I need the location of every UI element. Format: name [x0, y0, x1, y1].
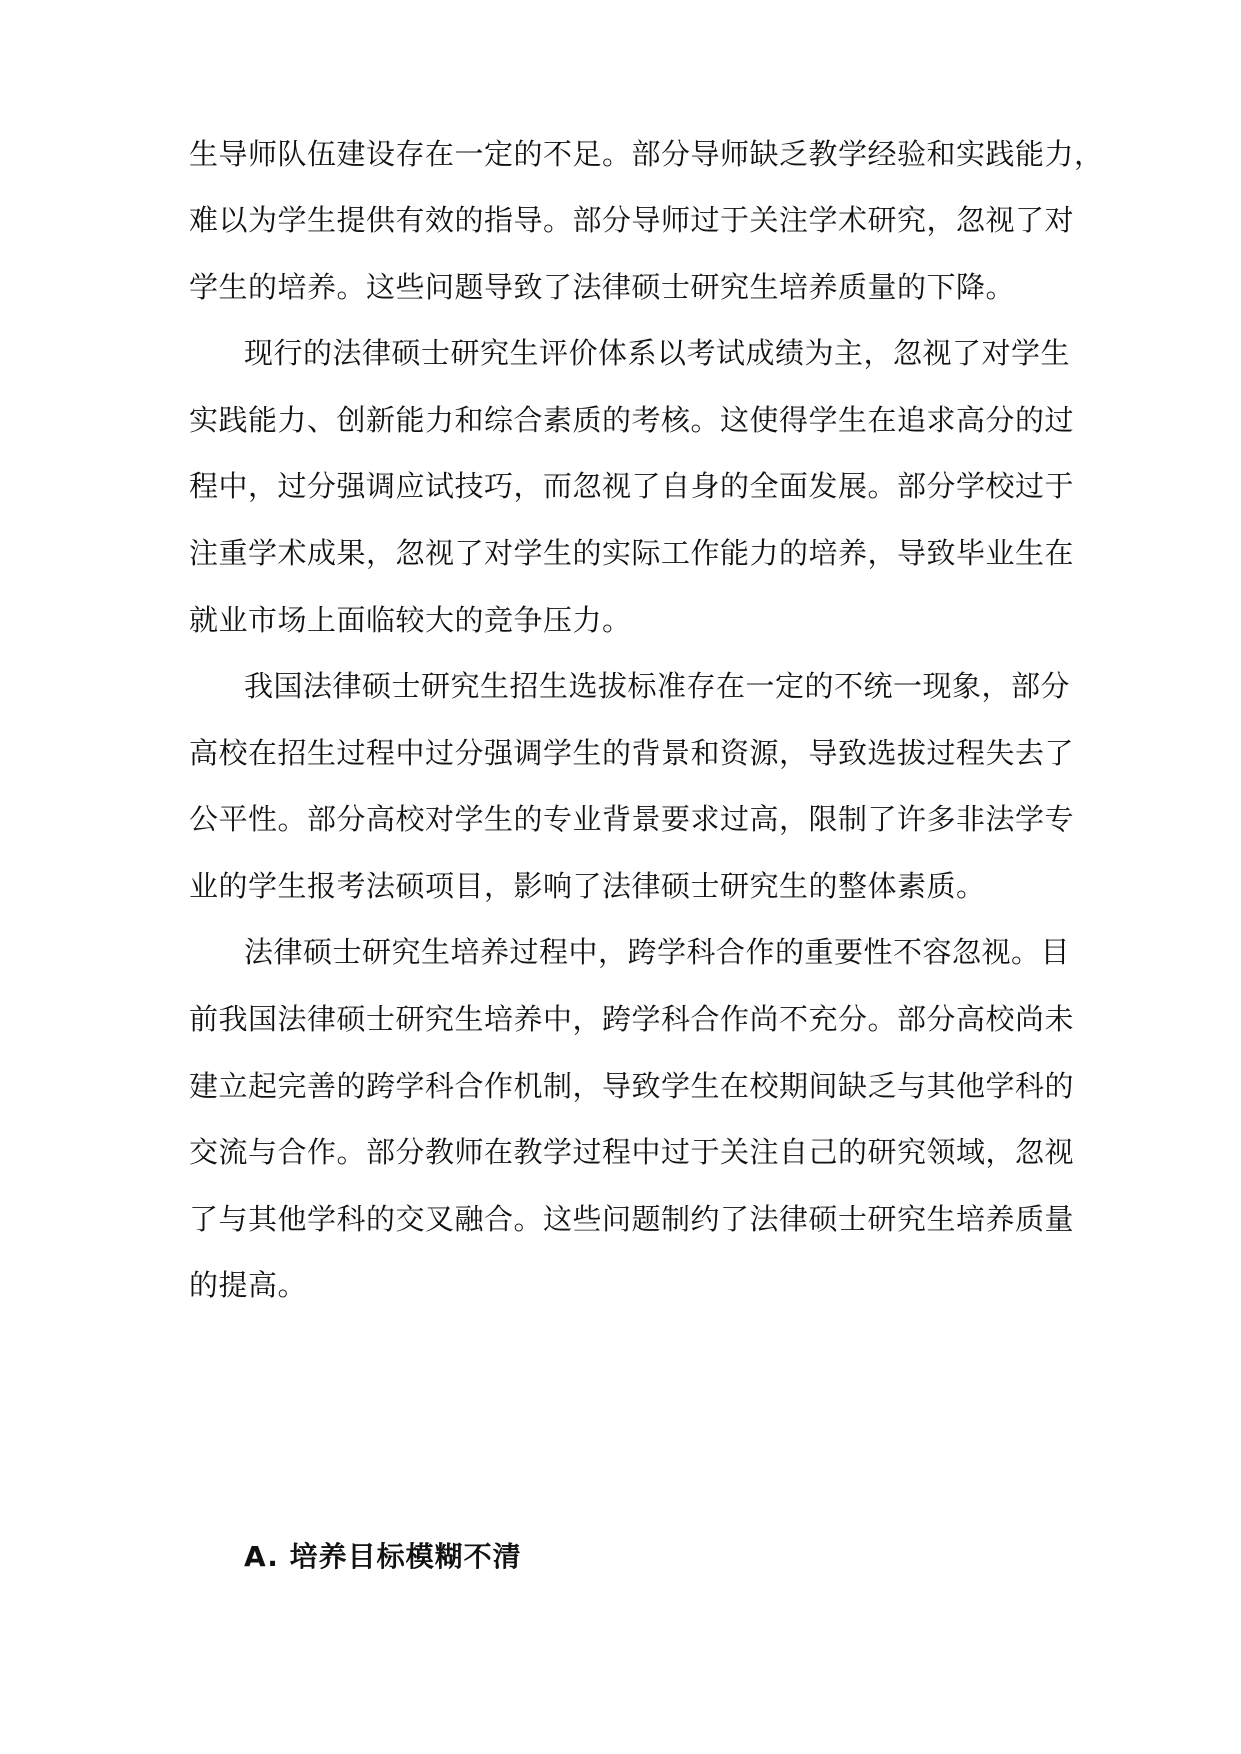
- paragraph-4-line-1: 法律硕士研究生培养过程中，跨学科合作的重要性不容忽视。目: [244, 935, 1071, 969]
- paragraph-4-line-5: 了与其他学科的交叉融合。这些问题制约了法律硕士研究生培养质量: [189, 1202, 1075, 1236]
- paragraph-2-line-4: 注重学术成果，忽视了对学生的实际工作能力的培养，导致毕业生在: [189, 536, 1075, 570]
- paragraph-4-line-6: 的提高。: [189, 1268, 308, 1302]
- paragraph-3-line-2: 高校在招生过程中过分强调学生的背景和资源，导致选拔过程失去了: [189, 736, 1075, 770]
- paragraph-3-line-4: 业的学生报考法硕项目，影响了法律硕士研究生的整体素质。: [189, 869, 986, 903]
- paragraph-2-line-5: 就业市场上面临较大的竞争压力。: [189, 603, 632, 637]
- paragraph-2-line-3: 程中，过分强调应试技巧，而忽视了自身的全面发展。部分学校过于: [189, 469, 1075, 503]
- paragraph-4-line-3: 建立起完善的跨学科合作机制，导致学生在校期间缺乏与其他学科的: [189, 1069, 1075, 1103]
- paragraph-4-line-4: 交流与合作。部分教师在教学过程中过于关注自己的研究领域，忽视: [189, 1135, 1075, 1169]
- paragraph-1-line-1: 生导师队伍建设存在一定的不足。部分导师缺乏教学经验和实践能力，: [189, 137, 1104, 171]
- paragraph-3-line-3: 公平性。部分高校对学生的专业背景要求过高，限制了许多非法学专: [189, 802, 1075, 836]
- paragraph-1-line-3: 学生的培养。这些问题导致了法律硕士研究生培养质量的下降。: [189, 270, 1016, 304]
- paragraph-4-line-2: 前我国法律硕士研究生培养中，跨学科合作尚不充分。部分高校尚未: [189, 1002, 1075, 1036]
- section-heading: A. 培养目标模糊不清: [244, 1540, 522, 1573]
- paragraph-1-line-2: 难以为学生提供有效的指导。部分导师过于关注学术研究，忽视了对: [189, 203, 1075, 237]
- paragraph-3-line-1: 我国法律硕士研究生招生选拔标准存在一定的不统一现象，部分: [244, 669, 1071, 703]
- paragraph-2-line-1: 现行的法律硕士研究生评价体系以考试成绩为主，忽视了对学生: [244, 336, 1071, 370]
- paragraph-2-line-2: 实践能力、创新能力和综合素质的考核。这使得学生在追求高分的过: [189, 403, 1075, 437]
